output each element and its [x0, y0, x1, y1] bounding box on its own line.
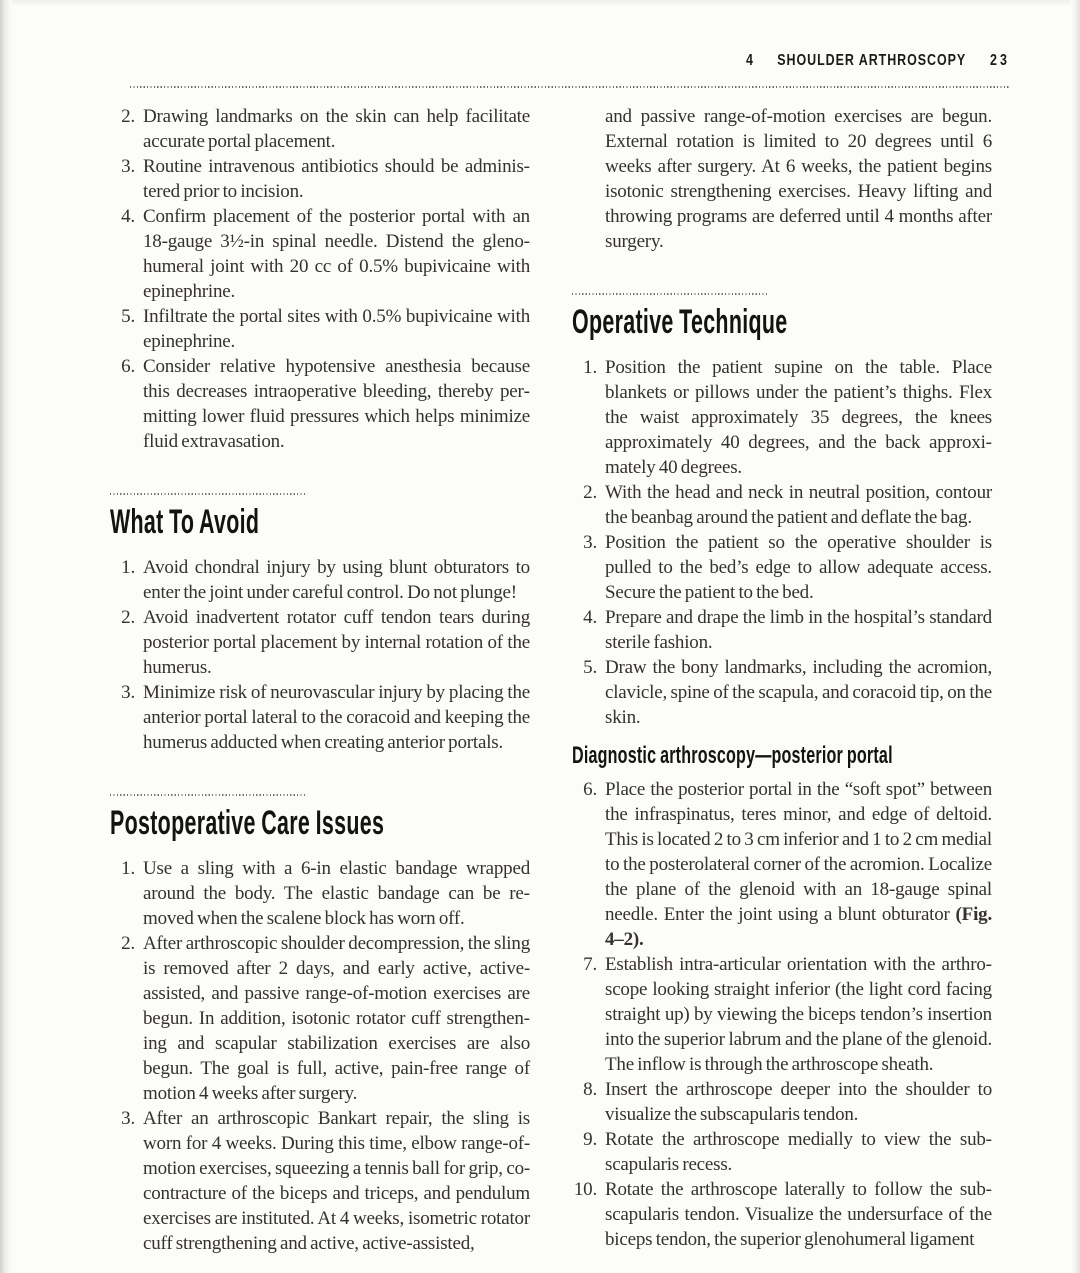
right-column	[572, 104, 992, 1252]
item-text: Insert the arthroscope deeper into the shoulder to visualize the subscapularis tendon.	[605, 1079, 992, 1126]
item-number: 3.	[121, 682, 135, 703]
item-text: Rotate the arthroscope medially to view the subscapularis recess.	[605, 1129, 992, 1176]
list-item	[110, 605, 530, 680]
intro-list	[110, 104, 530, 454]
item-text: Avoid inadvertent rotator cuff tendon tears during posterior portal placement by internal rotation of the humerus.	[143, 607, 530, 678]
item-text: Draw the bony landmarks, including the acromion, clavicle, spine of the scapula, and coracoid tip, on the skin.	[605, 657, 992, 728]
list-item	[110, 204, 530, 304]
list-item	[572, 655, 992, 730]
item-text: Use a sling with a 6-in elastic bandage wrapped around the body. The elastic bandage can be removed when the scalene block has worn off.	[143, 858, 530, 929]
item-number: 2.	[121, 607, 135, 628]
list-item	[110, 680, 530, 755]
list-item	[572, 1077, 992, 1127]
list-item	[572, 355, 992, 480]
list-item	[110, 555, 530, 605]
list-item	[572, 1127, 992, 1177]
item-number: 9.	[583, 1129, 597, 1151]
item-number: 6.	[121, 356, 135, 377]
chapter-number: 4	[746, 52, 754, 69]
list-item	[572, 605, 992, 655]
item-number: 1.	[121, 858, 135, 879]
item-text: Rotate the arthroscope laterally to follow the subscapularis tendon. Visualize the undersurface of the biceps tendon, the superior glenohumeral ligament	[605, 1179, 992, 1251]
subsection-title: Diagnostic arthroscopy—posterior portal	[572, 742, 893, 769]
page-edge-top	[0, 0, 1080, 6]
item-number: 5.	[121, 306, 135, 327]
item-text: Position the patient supine on the table. Place blankets or pillows under the patient’s thighs. Flex the waist approximately 35 degrees, the knees approximately 40 degrees, and the back approximately 40 degrees.	[605, 357, 992, 478]
page-edge-right	[1071, 0, 1080, 1273]
continuation-paragraph: and passive range-of-motion exercises are begun. External rotation is limited to 20 degrees until 6 weeks after surgery. At 6 weeks, the patient begins isotonic strengthening exercises. Heavy lifting and throwing programs are deferred until 4 months after surgery.	[605, 106, 992, 252]
section-operative-technique	[572, 293, 992, 730]
item-number: 4.	[583, 607, 597, 628]
section-rule	[110, 493, 307, 495]
item-text: Establish intra-articular orientation with the arthroscope looking straight inferior (the light cord facing straight up) by viewing the biceps tendon’s insertion into the superior labrum and the plane of the glenoid. The inflow is through the arthroscope sheath.	[605, 954, 992, 1076]
list-item	[572, 530, 992, 605]
item-text: Prepare and drape the limb in the hospital’s standard sterile fashion.	[605, 607, 992, 653]
item-number: 3.	[121, 156, 135, 177]
header-rule	[130, 86, 1010, 88]
item-text: Drawing landmarks on the skin can help facilitate accurate portal placement.	[143, 106, 530, 152]
left-column	[110, 104, 530, 1256]
item-number: 2.	[121, 106, 135, 127]
list-item	[110, 856, 530, 931]
item-number: 7.	[583, 954, 597, 976]
item-text: Infiltrate the portal sites with 0.5% bupivicaine with epinephrine.	[143, 306, 530, 352]
running-header	[746, 52, 966, 70]
item-number: 8.	[583, 1079, 597, 1101]
list-item	[110, 354, 530, 454]
section-title: Operative Technique	[572, 303, 788, 341]
item-number: 6.	[583, 779, 597, 801]
list-item	[110, 1106, 530, 1256]
diagnostic-list	[572, 777, 992, 1252]
list-item	[572, 952, 992, 1077]
section-rule	[572, 293, 769, 295]
item-number: 10.	[573, 1179, 597, 1201]
item-text: Routine intravenous antibiotics should be administered prior to incision.	[143, 156, 530, 202]
list-item	[572, 480, 992, 530]
list-item	[110, 931, 530, 1106]
item-number: 2.	[583, 482, 597, 503]
page-number: 23	[990, 52, 1011, 69]
item-number: 4.	[121, 206, 135, 227]
item-text: Confirm placement of the posterior portal with an 18-gauge 3½-in spinal needle. Distend the glenohumeral joint with 20 cc of 0.5% bupivicaine with epinephrine.	[143, 206, 530, 302]
chapter-title: SHOULDER ARTHROSCOPY	[777, 52, 967, 69]
section-title: What To Avoid	[110, 503, 260, 541]
list-item	[110, 104, 530, 154]
section-title: Postoperative Care Issues	[110, 804, 385, 842]
item-text: After arthroscopic shoulder decompression, the sling is removed after 2 days, and early active, active-assisted, and passive range-of-motion exercises are begun. In addition, isotonic rotator cuff strengthening and scapular stabilization exercises are also begun. The goal is full, active, pain-free range of motion 4 weeks after surgery.	[143, 933, 530, 1104]
list-item	[572, 777, 992, 952]
item-text: Position the patient so the operative shoulder is pulled to the bed’s edge to allow adequate access. Secure the patient to the bed.	[605, 532, 992, 603]
list-item	[110, 154, 530, 204]
item-number: 1.	[583, 357, 597, 378]
list-item	[572, 1177, 992, 1252]
item-number: 2.	[121, 933, 135, 954]
section-what-to-avoid	[110, 493, 530, 755]
item-number: 1.	[121, 557, 135, 578]
figure-reference: (Fig. 4–2).	[605, 904, 992, 951]
item-text: Consider relative hypotensive anesthesia because this decreases intraoperative bleeding, thereby permitting lower fluid pressures which helps minimize fluid extravasation.	[143, 356, 530, 452]
item-number: 3.	[121, 1108, 135, 1129]
item-text: Place the posterior portal in the “soft spot” between the infraspinatus, teres minor, and edge of deltoid. This is located 2 to 3 cm inferior and 1 to 2 cm medial to the posterolateral corner of the acromion. Localize the plane of the glenoid with an 18-gauge spinal needle. Enter the joint using a blunt obturator	[605, 779, 992, 926]
item-number: 5.	[583, 657, 597, 678]
item-number: 3.	[583, 532, 597, 553]
item-text: After an arthroscopic Bankart repair, the sling is worn for 4 weeks. During this time, elbow range-of-motion exercises, squeezing a tennis ball for grip, co-contracture of the biceps and triceps, and pendulum exercises are instituted. At 4 weeks, isometric rotator cuff strengthening and active, active-assisted,	[143, 1108, 530, 1254]
list-item	[110, 304, 530, 354]
item-text: Minimize risk of neurovascular injury by placing the anterior portal lateral to the coracoid and keeping the humerus adducted when creating anterior portals.	[143, 682, 530, 753]
section-rule	[110, 794, 307, 796]
item-text: Avoid chondral injury by using blunt obturators to enter the joint under careful control. Do not plunge!	[143, 557, 530, 603]
page-edge-left	[0, 0, 12, 1273]
section-postoperative-care	[110, 794, 530, 1256]
item-text: With the head and neck in neutral position, contour the beanbag around the patient and deflate the bag.	[605, 482, 992, 528]
